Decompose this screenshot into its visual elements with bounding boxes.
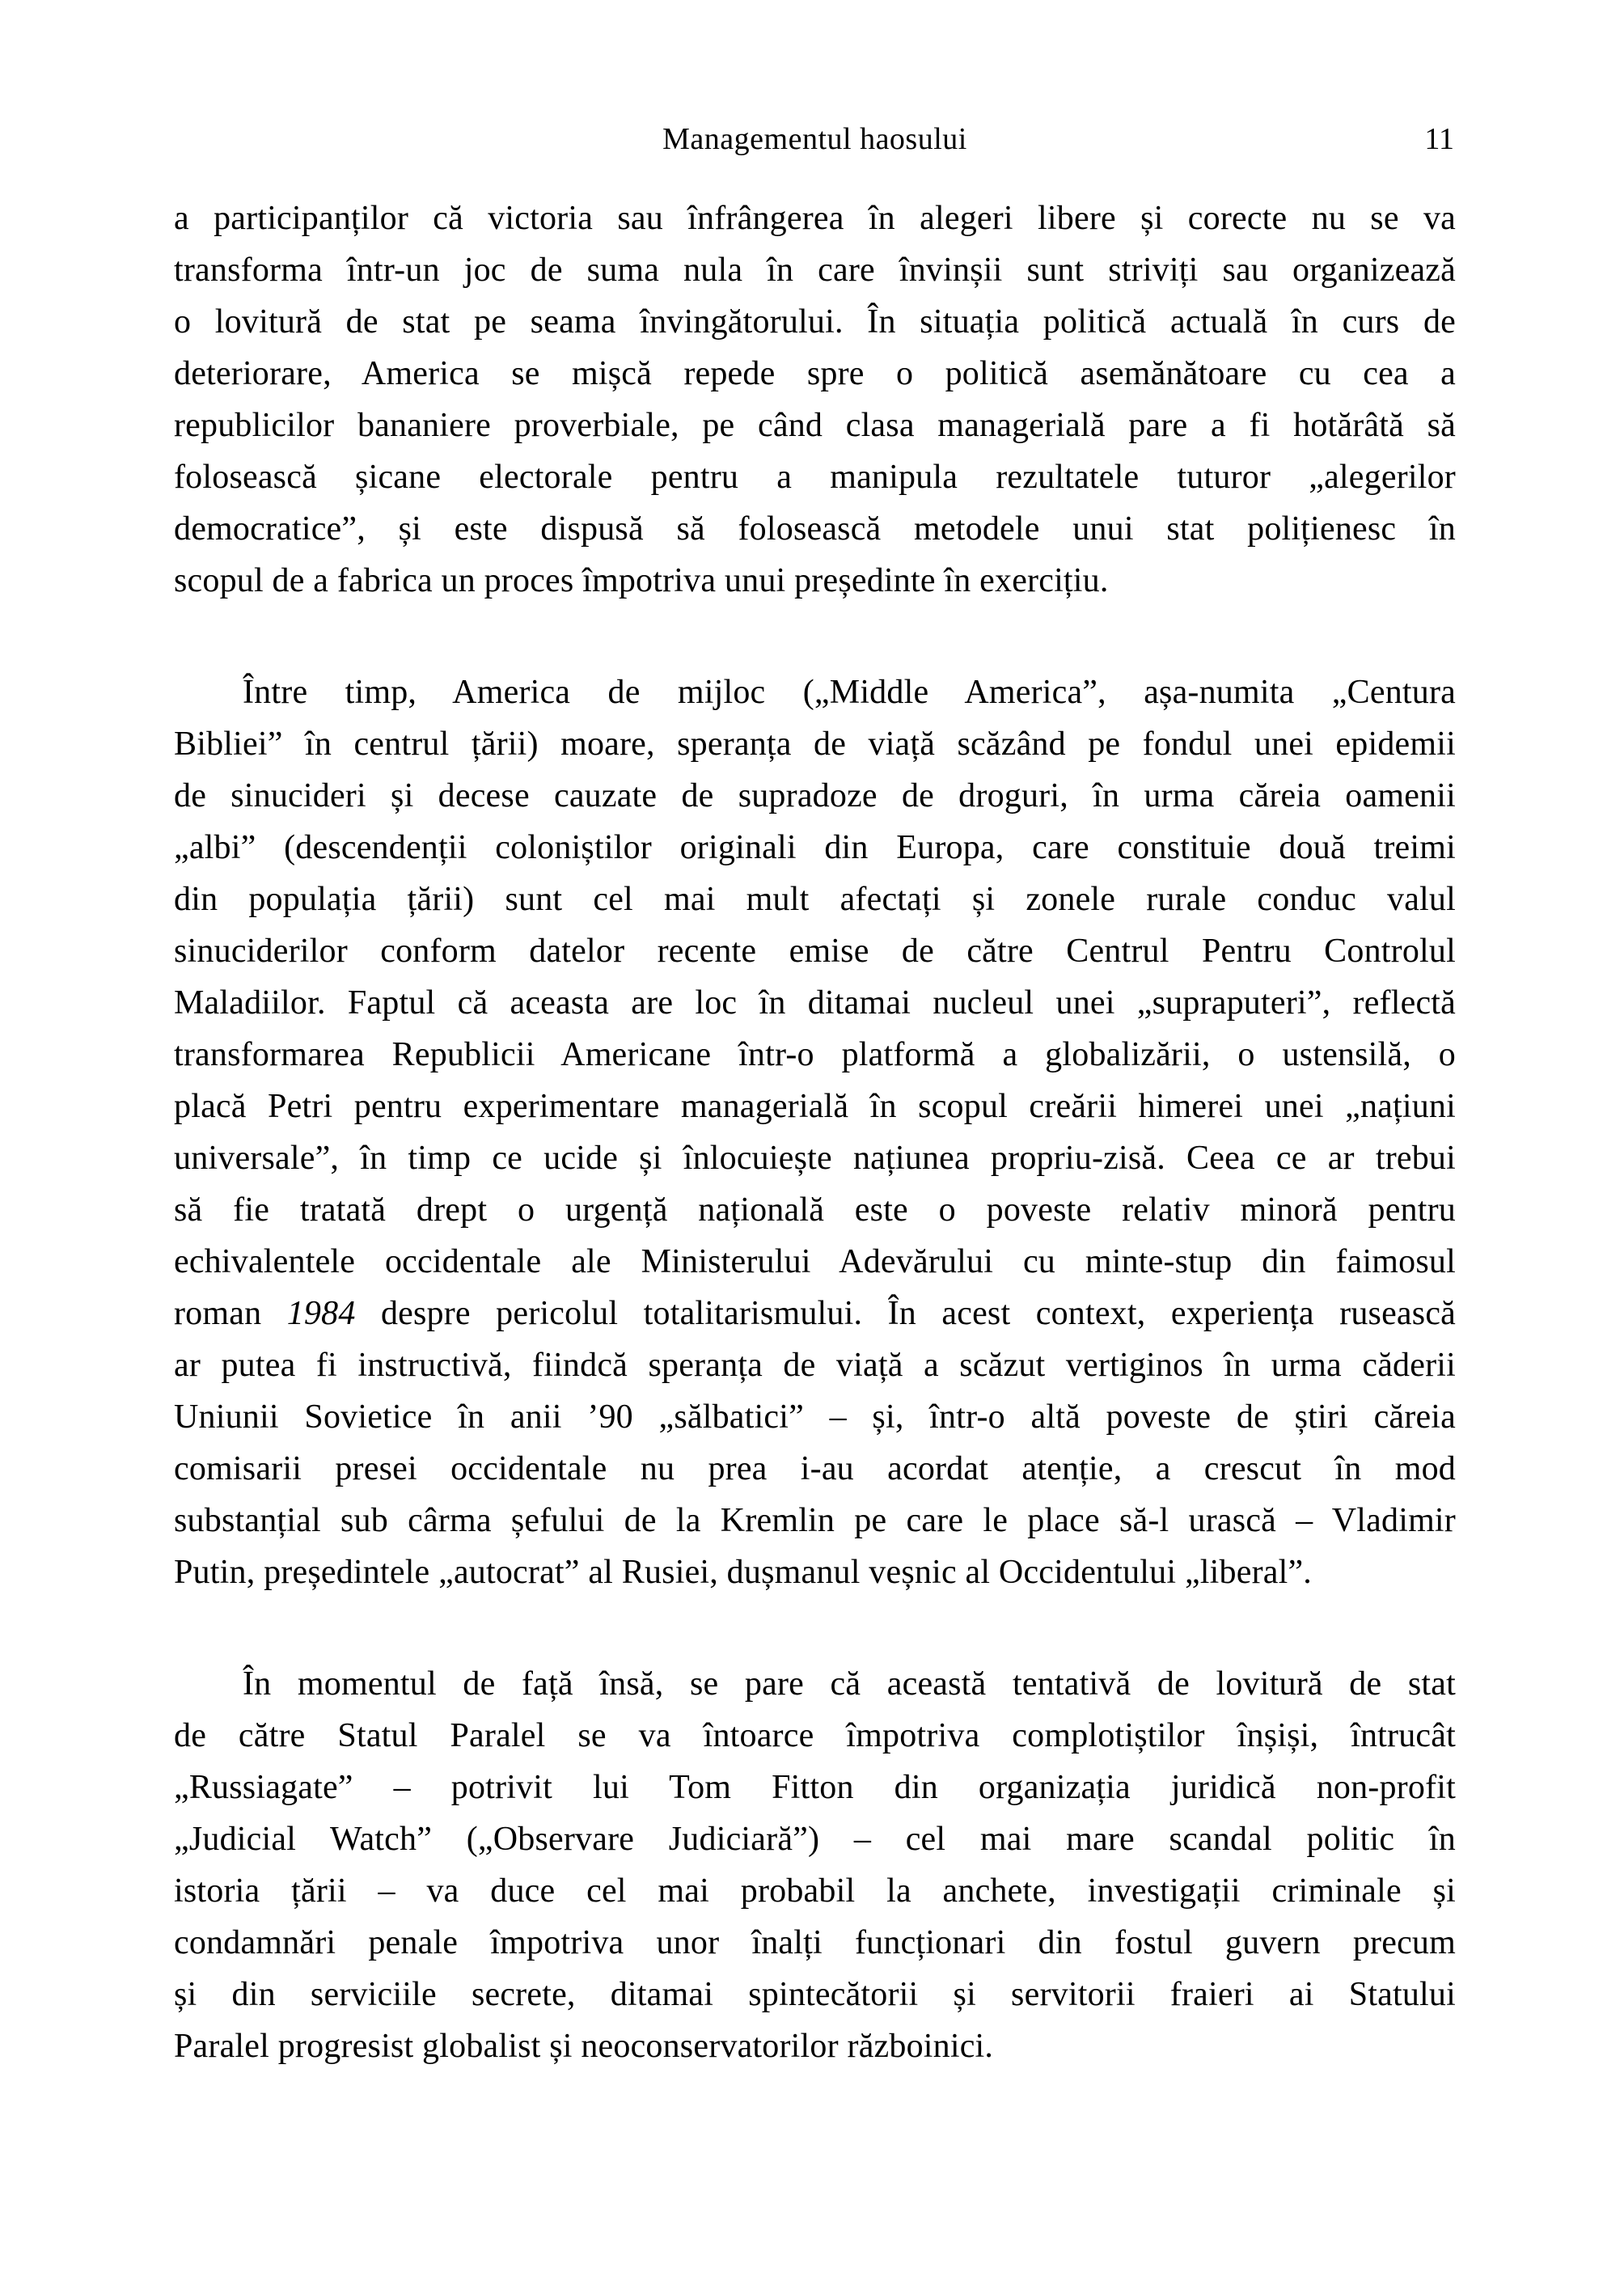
text-line: de sinucideri și decese cauzate de supradoze de droguri, în urma căreia oamenii [174, 777, 1456, 814]
text-line: „albi” (descendenții coloniștilor originali din Europa, care constituie două treimi [174, 829, 1456, 866]
paragraph [174, 192, 1456, 607]
text-line: Bibliei” în centrul țării) moare, speranța de viață scăzând pe fondul unei epidemii [174, 726, 1456, 763]
text-line: deteriorare, America se mișcă repede spre o politică asemănătoare cu cea a [174, 355, 1456, 392]
page-header [174, 118, 1456, 160]
text-line: „Russiagate” – potrivit lui Tom Fitton din organizația juridică non-profit [174, 1769, 1456, 1806]
text-line: istoria țării – va duce cel mai probabil la anchete, investigații criminale și [174, 1872, 1456, 1910]
text-line: În momentul de față însă, se pare că această tentativă de lovitură de stat [243, 1665, 1456, 1703]
paragraph [174, 1658, 1456, 2072]
page-number: 11 [1424, 122, 1454, 156]
text-line: transformarea Republicii Americane într-o platformă a globalizării, o ustensilă, o [174, 1036, 1456, 1073]
text-line: sinuciderilor conform datelor recente emise de către Centrul Pentru Controlul [174, 933, 1456, 970]
text-line: Uniunii Sovietice în anii ’90 „sălbatici” – și, într-o altă poveste de știri căreia [174, 1398, 1456, 1436]
text-line: folosească șicane electorale pentru a manipula rezultatele tuturor „alegerilor [174, 459, 1456, 496]
text-line: placă Petri pentru experimentare managerială în scopul creării himerei unei „națiuni [174, 1088, 1456, 1125]
text-line: de către Statul Paralel se va întoarce împotriva complotiștilor înșiși, întrucât [174, 1717, 1456, 1754]
text-line: echivalentele occidentale ale Ministerului Adevărului cu minte-stup din faimosul [174, 1243, 1456, 1280]
text-line: o lovitură de stat pe seama învingătorului. În situația politică actuală în curs de [174, 303, 1456, 341]
text-line: Între timp, America de mijloc („Middle America”, așa-numita „Centura [243, 674, 1456, 711]
italic-text: 1984 [286, 1295, 356, 1332]
text-line: condamnări penale împotriva unor înalți funcționari din fostul guvern precum [174, 1924, 1456, 1961]
text-line: a participanților că victoria sau înfrângerea în alegeri libere și corecte nu se va [174, 200, 1456, 237]
text-line: universale”, în timp ce ucide și înlocuiește națiunea propriu-zisă. Ceea ce ar trebui [174, 1140, 1456, 1177]
text-line: comisarii presei occidentale nu prea i-au acordat atenție, a crescut în mod [174, 1450, 1456, 1487]
text-body [174, 192, 1456, 2072]
text-line: să fie tratată drept o urgență națională este o poveste relativ minoră pentru [174, 1191, 1456, 1229]
text-line: roman 1984 despre pericolul totalitarismului. În acest context, experiența rusească [174, 1295, 1456, 1332]
text-line: democratice”, și este dispusă să folosească metodele unui stat polițienesc în [174, 510, 1456, 548]
text-line: transforma într-un joc de suma nula în care învinșii sunt striviți sau organizează [174, 252, 1456, 289]
text-line: Putin, președintele „autocrat” al Rusiei, dușmanul veșnic al Occidentului „liberal”. [174, 1554, 1313, 1591]
text-line: din populația țării) sunt cel mai mult afectați și zonele rurale conduc valul [174, 881, 1456, 918]
running-header-title: Managementul haosului [662, 122, 967, 156]
text-line: Maladiilor. Faptul că aceasta are loc în ditamai nucleul unei „supraputeri”, reflectă [174, 984, 1456, 1022]
text-line: Paralel progresist globalist și neoconservatorilor războinici. [174, 2028, 994, 2065]
paragraph [174, 666, 1456, 1598]
text-line: scopul de a fabrica un proces împotriva unui președinte în exercițiu. [174, 562, 1109, 599]
text-line: ar putea fi instructivă, fiindcă speranța de viață a scăzut vertiginos în urma căderii [174, 1347, 1456, 1384]
text-line: substanțial sub cârma șefului de la Kremlin pe care le place să-l urască – Vladimir [174, 1502, 1456, 1539]
text-line: și din serviciile secrete, ditamai spintecătorii și servitorii fraieri ai Statului [174, 1976, 1456, 2013]
text-line: republicilor bananiere proverbiale, pe când clasa managerială pare a fi hotărâtă să [174, 407, 1456, 444]
text-line: „Judicial Watch” („Observare Judiciară”) – cel mai mare scandal politic în [174, 1821, 1456, 1858]
